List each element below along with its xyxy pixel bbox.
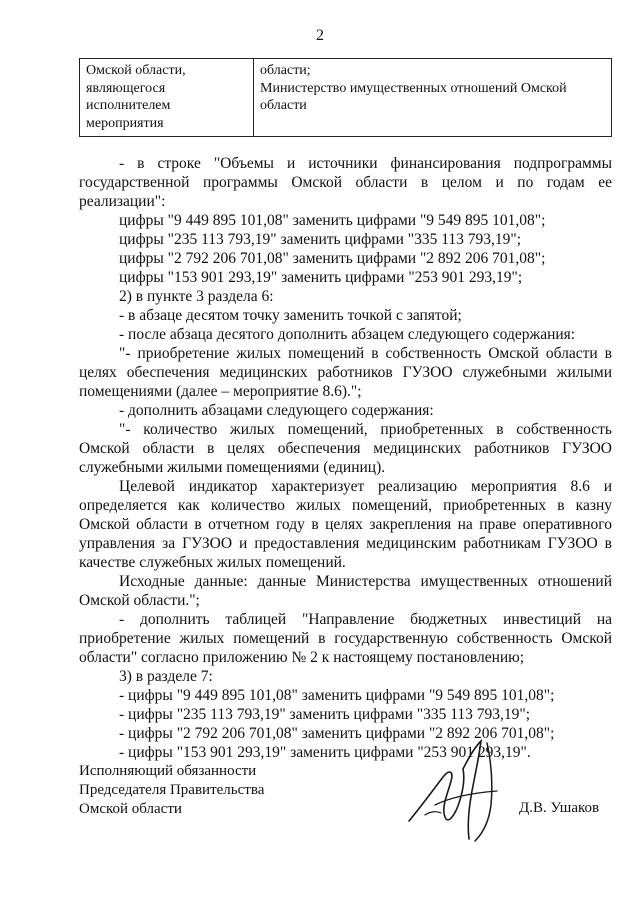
paragraph-edit: - дополнить абзацами следующего содержания: (119, 402, 434, 419)
table-value-line: Министерство имущественных отношений Омской (260, 80, 567, 96)
table-label-line: мероприятия (86, 115, 164, 131)
signatory-position (79, 762, 264, 819)
table-row (80, 59, 612, 137)
table-label-line: исполнителем (86, 98, 171, 113)
handwritten-signature (405, 735, 505, 847)
paragraph-item-heading: 3) в разделе 7: (119, 668, 213, 685)
table-label-line: Омской области, (86, 63, 186, 78)
list-item: - цифры "9 449 895 101,08" заменить цифрами "9 549 895 101,08"; (119, 687, 555, 704)
paragraph-item-heading: 2) в пункте 3 раздела 6: (119, 288, 274, 305)
signatory-position-line: Исполняющий обязанности (79, 763, 257, 779)
signatory-position-line: Омской области (79, 801, 182, 817)
paragraph-edit: - в абзаце десятом точку заменить точкой с запятой; (119, 307, 462, 324)
paragraph-figure-change: цифры "153 901 293,19" заменить цифрами "253 901 293,19"; (119, 269, 523, 286)
table-value-line: области; (260, 63, 311, 78)
signatory-position-line: Председателя Правительства (79, 782, 265, 798)
paragraph-figure-change: цифры "2 792 206 701,08" заменить цифрами "2 892 206 701,08"; (119, 250, 546, 267)
list-item: - цифры "2 792 206 701,08" заменить цифрами "2 892 206 701,08"; (119, 725, 555, 742)
paragraph-figure-change: цифры "9 449 895 101,08" заменить цифрами "9 549 895 101,08"; (119, 212, 546, 229)
paragraph-indicator-description: Целевой индикатор характеризует реализацию мероприятия 8.6 и определяется как количество жилых помещений, приобретенных в казну Омской области в отчетном году в целях закрепления на праве оперативного управления за ГУЗОО и предоставления медицинским работникам ГУЗОО в качестве служебных жилых помещений. (79, 478, 612, 571)
table-cell-value (254, 59, 612, 137)
list-item: - цифры "235 113 793,19" заменить цифрами "335 113 793,19"; (119, 706, 531, 723)
signatory-name: Д.В. Ушаков (519, 800, 600, 816)
responsible-executor-table (79, 58, 612, 137)
document-body (79, 154, 612, 762)
paragraph-figure-change: цифры "235 113 793,19" заменить цифрами "335 113 793,19"; (119, 231, 522, 248)
paragraph-indicator: "- количество жилых помещений, приобретенных в собственность Омской области в целях обеспечения медицинских работников ГУЗОО служебными жилыми помещениями (единиц). (79, 421, 612, 476)
paragraph-source-data: Исходные данные: данные Министерства имущественных отношений Омской области."; (79, 573, 612, 609)
list-item: - цифры "153 901 293,19" заменить цифрами "253 901 293,19". (119, 744, 531, 761)
table-value-line: области (260, 98, 307, 113)
paragraph-new-activity: "- приобретение жилых помещений в собственность Омской области в целях обеспечения медицинских работников ГУЗОО служебными жилыми помещениями (далее – мероприятие 8.6)."; (79, 345, 612, 400)
paragraph-add-table: - дополнить таблицей "Направление бюджетных инвестиций на приобретение жилых помещений в государственную собственность Омской области" согласно приложению № 2 к настоящему постановлению; (79, 611, 612, 666)
paragraph-edit: - после абзаца десятого дополнить абзацем следующего содержания: (119, 326, 576, 343)
page-number: 2 (316, 27, 324, 44)
paragraph-financing-row: - в строке "Объемы и источники финансирования подпрограммы государственной программы Омской области в целом и по годам ее реализации": (79, 155, 612, 210)
table-cell-label (80, 59, 254, 137)
table-label-line: являющегося (86, 80, 166, 96)
